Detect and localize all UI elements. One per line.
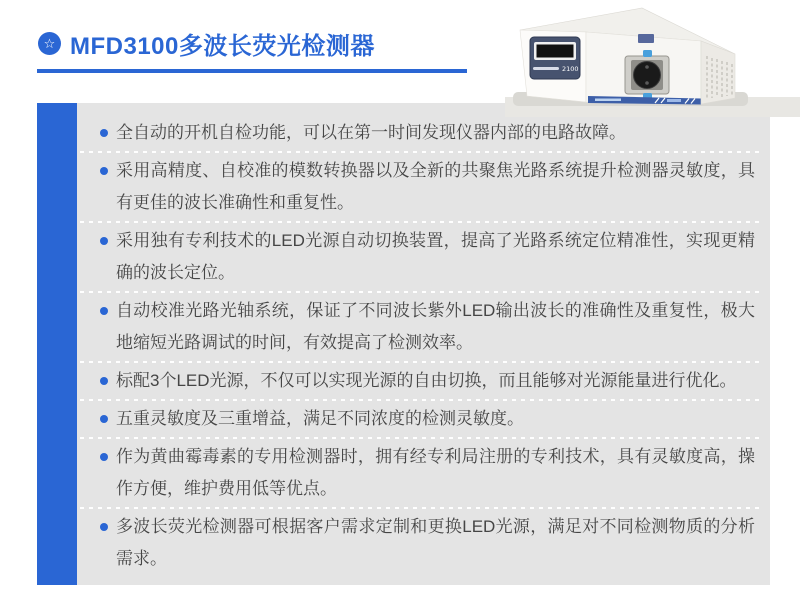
banner-model-mark [667,99,681,102]
bullet-icon [100,129,108,137]
feature-item [100,223,755,293]
feature-panel [57,103,770,585]
feature-text: 自动校准光路光轴系统，保证了不同波长紫外LED输出波长的准确性及重复性，极大地缩短光路调试的时间，有效提高了检测效率。 [116,301,755,352]
flow-cell-screw-top [645,65,649,69]
bullet-icon [100,167,108,175]
front-label [638,34,654,43]
feature-list [57,103,770,581]
bullet-icon [100,307,108,315]
feature-item [100,115,755,153]
left-accent-bar [37,103,77,585]
flow-cell-screw-bottom [645,81,649,85]
star-badge-icon: ☆ [38,32,61,55]
feature-text: 多波长荧光检测器可根据客户需求定制和更换LED光源，满足对不同检测物质的分析需求。 [116,517,755,568]
flow-cell-clip-top [643,50,652,57]
feature-item [100,509,755,579]
display-screen [537,45,574,58]
device-right-face [701,41,735,104]
title-underline [37,69,467,73]
device-illustration [505,0,800,117]
feature-item [100,401,755,439]
bullet-icon [100,453,108,461]
bullet-icon [100,415,108,423]
bullet-icon [100,237,108,245]
banner-text-mark [595,99,621,102]
bullet-icon [100,523,108,531]
feature-text: 全自动的开机自检功能，可以在第一时间发现仪器内部的电路故障。 [116,123,626,142]
feature-text: 作为黄曲霉毒素的专用检测器时，拥有经专利局注册的专利技术，具有灵敏度高，操作方便，维护费用低等优点。 [116,447,755,498]
feature-item [100,293,755,363]
feature-item [100,153,755,223]
header [38,26,375,61]
model-number-label: 2100 [562,65,579,73]
feature-item [100,363,755,401]
feature-text: 采用独有专利技术的LED光源自动切换装置，提高了光路系统定位精准性，实现更精确的波长定位。 [116,231,755,282]
feature-item [100,439,755,509]
bullet-icon [100,377,108,385]
feature-text: 五重灵敏度及三重增益，满足不同浓度的检测灵敏度。 [116,409,524,428]
feature-text: 标配3个LED光源，不仅可以实现光源的自由切换，而且能够对光源能量进行优化。 [116,371,737,390]
device-photo [505,0,800,117]
brand-logo [533,67,559,70]
page-title: MFD3100多波长荧光检测器 [70,33,375,60]
feature-text: 采用高精度、自校准的模数转换器以及全新的共聚焦光路系统提升检测器灵敏度，具有更佳的波长准确性和重复性。 [116,161,755,212]
